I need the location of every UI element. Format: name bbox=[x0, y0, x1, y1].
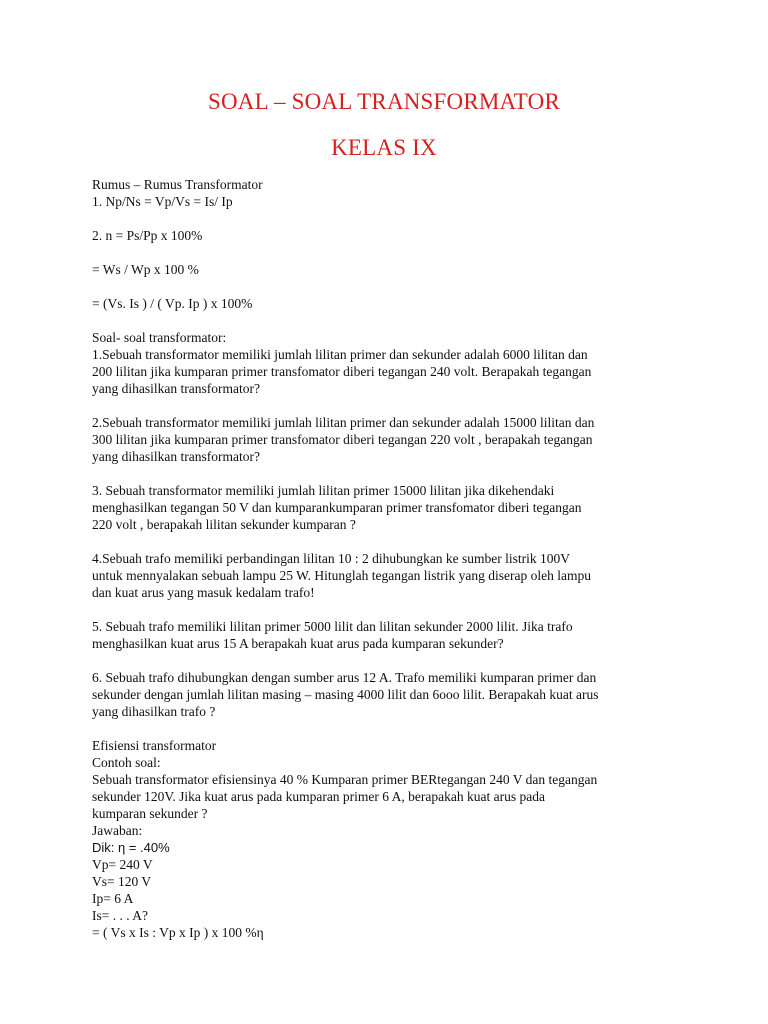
spacer bbox=[92, 533, 692, 550]
example-line: Sebuah transformator efisiensinya 40 % Kumparan primer BERtegangan 240 V dan tegangan bbox=[92, 772, 598, 787]
question-4-line: dan kuat arus yang masuk kedalam trafo! bbox=[92, 585, 315, 600]
spacer bbox=[92, 312, 692, 329]
given-vs: Vs= 120 V bbox=[92, 874, 152, 889]
spacer bbox=[92, 397, 692, 414]
spacer bbox=[92, 210, 692, 227]
question-1-line: 1.Sebuah transformator memiliki jumlah lilitan primer dan sekunder adalah 6000 lilitan dan bbox=[92, 347, 588, 362]
spacer bbox=[92, 601, 692, 618]
formula-2: 2. n = Ps/Pp x 100% bbox=[92, 228, 203, 243]
given-efficiency: Dik: η = .40% bbox=[92, 840, 170, 855]
given-ip: Ip= 6 A bbox=[92, 891, 134, 906]
document-subtitle: KELAS IX bbox=[331, 135, 437, 160]
formula-3: = Ws / Wp x 100 % bbox=[92, 262, 199, 277]
question-6-line: 6. Sebuah trafo dihubungkan dengan sumber arus 12 A. Trafo memiliki kumparan primer dan bbox=[92, 670, 597, 685]
questions-heading: Soal- soal transformator: bbox=[92, 330, 227, 345]
efficiency-formula: = ( Vs x Is : Vp x Ip ) x 100 %η bbox=[92, 925, 264, 940]
question-2-line: 300 lilitan jika kumparan primer transfomator diberi tegangan 220 volt , berapakah tegangan bbox=[92, 432, 593, 447]
given-vp: Vp= 240 V bbox=[92, 857, 153, 872]
formulas-heading: Rumus – Rumus Transformator bbox=[92, 177, 263, 192]
question-2-line: yang dihasilkan transformator? bbox=[92, 449, 260, 464]
spacer bbox=[92, 465, 692, 482]
spacer bbox=[92, 278, 692, 295]
unknown-is: Is= . . . A? bbox=[92, 908, 148, 923]
formula-4: = (Vs. Is ) / ( Vp. Ip ) x 100% bbox=[92, 296, 253, 311]
spacer bbox=[92, 720, 692, 737]
example-label: Contoh soal: bbox=[92, 755, 161, 770]
question-1-line: yang dihasilkan transformator? bbox=[92, 381, 260, 396]
question-6-line: sekunder dengan jumlah lilitan masing – masing 4000 lilit dan 6ooo lilit. Berapakah kuat arus bbox=[92, 687, 599, 702]
question-1-line: 200 lilitan jika kumparan primer transfomator diberi tegangan 240 volt. Berapakah tegangan bbox=[92, 364, 592, 379]
question-6-line: yang dihasilkan trafo ? bbox=[92, 704, 216, 719]
question-3-line: 220 volt , berapakah lilitan sekunder kumparan ? bbox=[92, 517, 356, 532]
spacer bbox=[92, 652, 692, 669]
question-5-line: 5. Sebuah trafo memiliki lilitan primer 5000 lilit dan lilitan sekunder 2000 lilit. Jika trafo bbox=[92, 619, 573, 634]
formula-1: 1. Np/Ns = Vp/Vs = Is/ Ip bbox=[92, 194, 233, 209]
question-2-line: 2.Sebuah transformator memiliki jumlah lilitan primer dan sekunder adalah 15000 lilitan dan bbox=[92, 415, 595, 430]
answer-label: Jawaban: bbox=[92, 823, 143, 838]
question-3-line: menghasilkan tegangan 50 V dan kumparankumparan primer transfomator diberi tegangan bbox=[92, 500, 582, 515]
spacer bbox=[92, 244, 692, 261]
example-line: sekunder 120V. Jika kuat arus pada kumparan primer 6 A, berapakah kuat arus pada bbox=[92, 789, 545, 804]
document-body bbox=[92, 176, 692, 941]
question-4-line: 4.Sebuah trafo memiliki perbandingan lilitan 10 : 2 dihubungkan ke sumber listrik 100V bbox=[92, 551, 571, 566]
question-3-line: 3. Sebuah transformator memiliki jumlah lilitan primer 15000 lilitan jika dikehendaki bbox=[92, 483, 555, 498]
efficiency-heading: Efisiensi transformator bbox=[92, 738, 217, 753]
question-4-line: untuk mennyalakan sebuah lampu 25 W. Hitunglah tegangan listrik yang diserap oleh lampu bbox=[92, 568, 592, 583]
example-line: kumparan sekunder ? bbox=[92, 806, 208, 821]
document-title: SOAL – SOAL TRANSFORMATOR bbox=[208, 89, 560, 114]
question-5-line: menghasilkan kuat arus 15 A berapakah kuat arus pada kumparan sekunder? bbox=[92, 636, 504, 651]
